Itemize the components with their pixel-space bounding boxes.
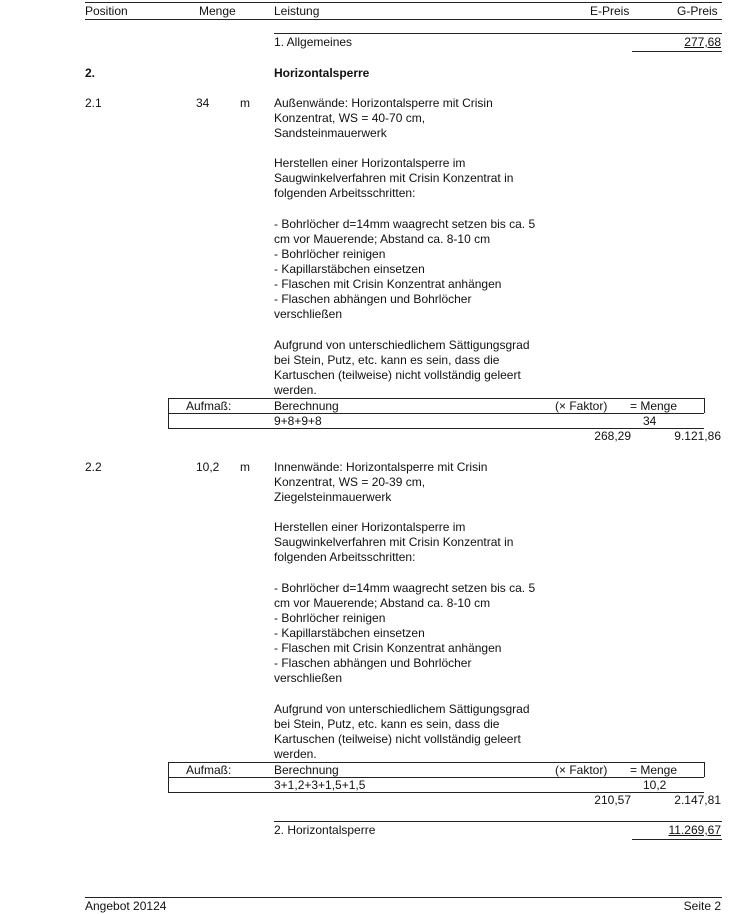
item-note: Aufgrund von unterschiedlichem Sättigungsgrad bei Stein, Putz, etc. kann es sein, dass die Kartuschen (teilweise) nicht vollständig geleert werden. bbox=[274, 702, 530, 761]
section-number: 2. bbox=[85, 66, 96, 80]
item-position: 2.1 bbox=[85, 96, 102, 110]
section-title: Horizontalsperre bbox=[274, 66, 370, 80]
item-unit: m bbox=[240, 96, 250, 110]
item-description: Herstellen einer Horizontalsperre im Saugwinkelverfahren mit Crisin Konzentrat in folgenden Arbeitsschritten: bbox=[274, 156, 514, 200]
item-note: Aufgrund von unterschiedlichem Sättigungsgrad bei Stein, Putz, etc. kann es sein, dass die Kartuschen (teilweise) nicht vollständig geleert werden. bbox=[274, 338, 530, 397]
subtotal-label: 2. Horizontalsperre bbox=[274, 823, 376, 837]
footer-document-id: Angebot 20124 bbox=[85, 899, 167, 913]
item-description: Herstellen einer Horizontalsperre im Saugwinkelverfahren mit Crisin Konzentrat in folgenden Arbeitsschritten: bbox=[274, 520, 514, 564]
item-title: Innenwände: Horizontalsperre mit Crisin Konzentrat, WS = 20-39 cm, Ziegelsteinmauerwerk bbox=[274, 460, 488, 504]
item-quantity: 10,2 bbox=[196, 460, 220, 474]
aufmass-result: 10,2 bbox=[643, 778, 667, 792]
aufmass-formula: 9+8+9+8 bbox=[274, 414, 322, 428]
subtotal-amount: 11.269,67 bbox=[668, 823, 721, 837]
aufmass-mid-rule bbox=[168, 777, 704, 778]
item-total-price: 9.121,86 bbox=[674, 429, 721, 443]
item-total-price: 2.147,81 bbox=[674, 793, 721, 807]
item-unit-price: 268,29 bbox=[594, 429, 631, 443]
subtotal-amount-rule bbox=[632, 839, 722, 840]
aufmass-menge-header: = Menge bbox=[630, 763, 678, 777]
col-header-gpreis: G-Preis bbox=[677, 4, 718, 18]
aufmass-right-border bbox=[704, 398, 705, 413]
aufmass-result: 34 bbox=[643, 414, 657, 428]
col-header-leistung: Leistung bbox=[274, 4, 320, 18]
aufmass-berechnung-header: Berechnung bbox=[274, 763, 339, 777]
carry-amount: 277,68 bbox=[684, 35, 721, 49]
subtotal-rule bbox=[274, 821, 722, 822]
aufmass-right-border bbox=[704, 762, 705, 777]
carry-amount-rule bbox=[632, 51, 722, 52]
header-top-rule bbox=[85, 2, 722, 3]
col-header-position: Position bbox=[85, 4, 128, 18]
footer-rule bbox=[85, 897, 722, 898]
col-header-menge: Menge bbox=[199, 4, 236, 18]
item-unit-price: 210,57 bbox=[594, 793, 631, 807]
aufmass-top-rule bbox=[168, 762, 704, 763]
carry-rule bbox=[274, 33, 722, 34]
item-position: 2.2 bbox=[85, 460, 102, 474]
item-quantity: 34 bbox=[196, 96, 210, 110]
aufmass-left-border bbox=[168, 398, 169, 428]
item-work-steps: - Bohrlöcher d=14mm waagrecht setzen bis ca. 5 cm vor Mauerende; Abstand ca. 8-10 cm - Bohrlöcher reinigen - Kapillarstäbchen einsetzen - Flaschen mit Crisin Konzentrat anhängen - Flaschen abhängen und Bohrlöcher verschließen bbox=[274, 581, 536, 685]
aufmass-label: Aufmaß: bbox=[186, 399, 232, 413]
aufmass-faktor-header: (× Faktor) bbox=[555, 399, 608, 413]
item-title: Außenwände: Horizontalsperre mit Crisin Konzentrat, WS = 40-70 cm, Sandsteinmauerwerk bbox=[274, 96, 493, 140]
aufmass-berechnung-header: Berechnung bbox=[274, 399, 339, 413]
aufmass-faktor-header: (× Faktor) bbox=[555, 763, 608, 777]
col-header-epreis: E-Preis bbox=[590, 4, 630, 18]
aufmass-top-rule bbox=[168, 398, 704, 399]
carry-label: 1. Allgemeines bbox=[274, 35, 353, 49]
aufmass-label: Aufmaß: bbox=[186, 763, 232, 777]
aufmass-menge-header: = Menge bbox=[630, 399, 678, 413]
footer-page-number: Seite 2 bbox=[683, 899, 721, 913]
aufmass-mid-rule bbox=[168, 413, 704, 414]
aufmass-left-border bbox=[168, 762, 169, 792]
header-bottom-rule bbox=[85, 19, 722, 20]
item-work-steps: - Bohrlöcher d=14mm waagrecht setzen bis ca. 5 cm vor Mauerende; Abstand ca. 8-10 cm - Bohrlöcher reinigen - Kapillarstäbchen einsetzen - Flaschen mit Crisin Konzentrat anhängen - Flaschen abhängen und Bohrlöcher verschließen bbox=[274, 217, 536, 321]
item-unit: m bbox=[240, 460, 250, 474]
aufmass-formula: 3+1,2+3+1,5+1,5 bbox=[274, 778, 366, 792]
